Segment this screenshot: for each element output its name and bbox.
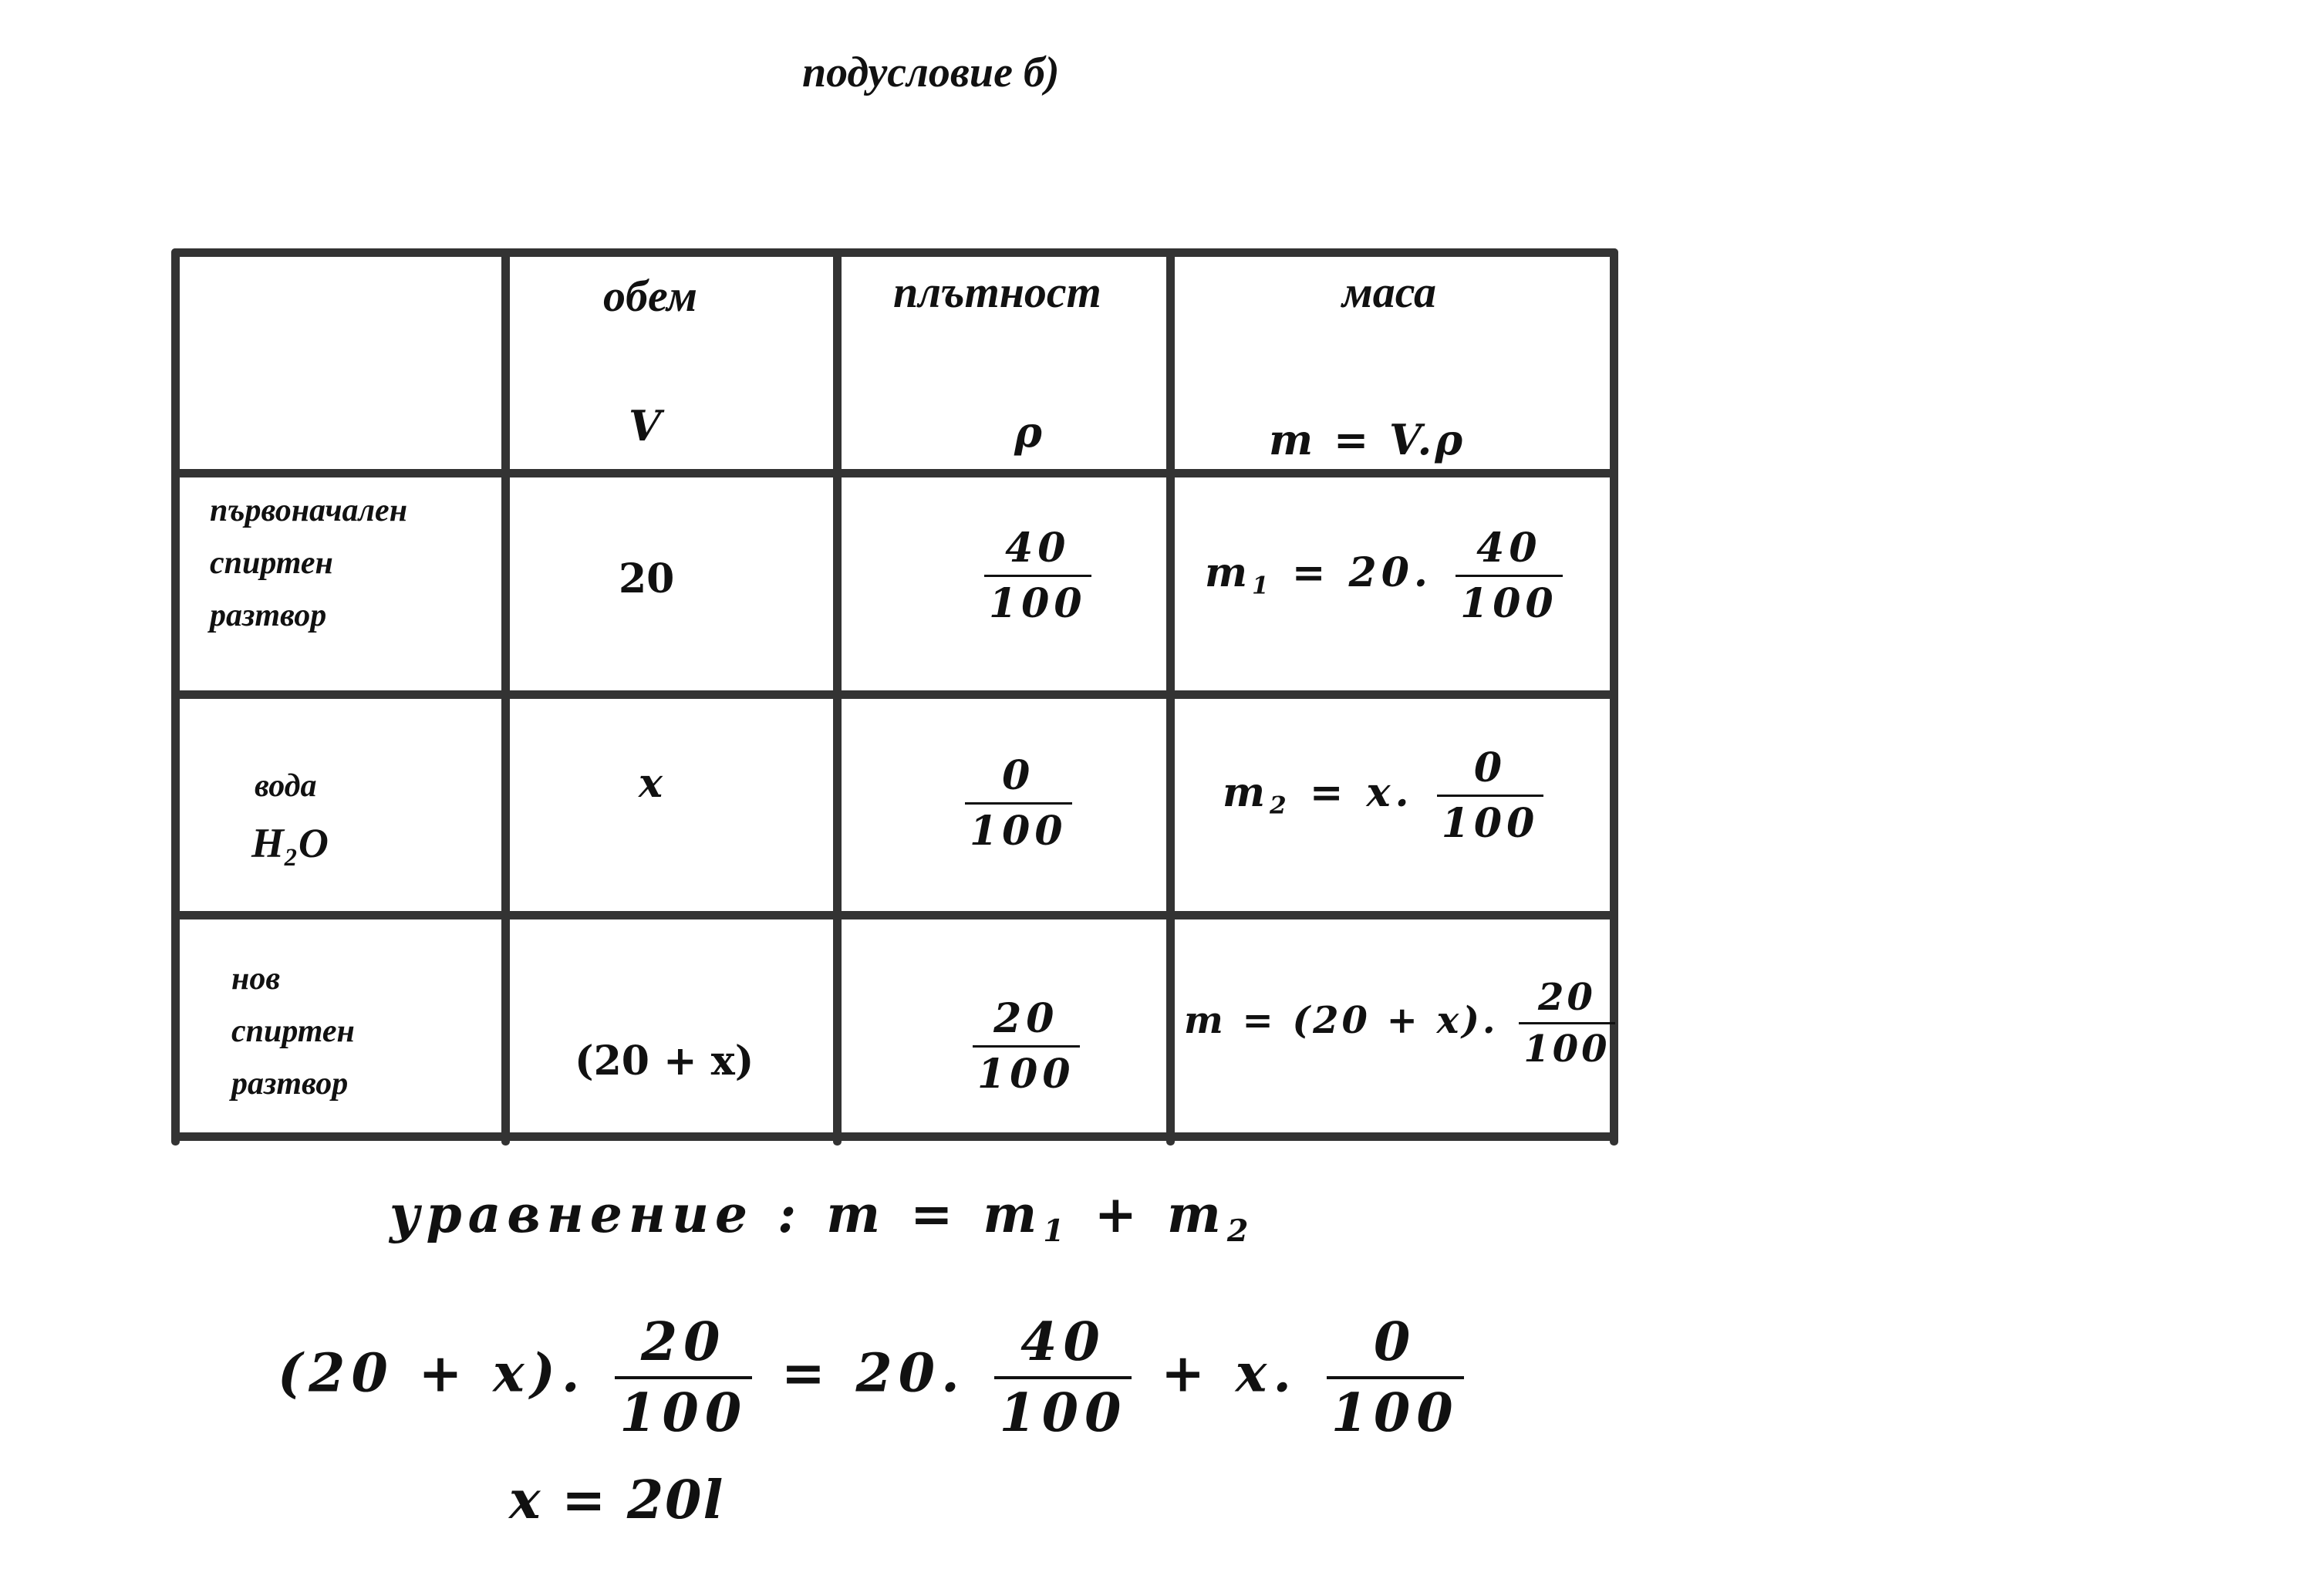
fraction-numerator: 40 <box>1476 525 1542 572</box>
mass-symbol: m <box>1223 769 1270 816</box>
fraction <box>994 1311 1132 1444</box>
header-density: плътност <box>893 267 1101 317</box>
header-density-symbol: ρ <box>1014 407 1042 457</box>
row-label-line: нов <box>231 961 281 997</box>
row-label <box>231 953 355 1110</box>
mass-cell <box>1205 525 1567 627</box>
page-title: подусловие б) <box>802 49 1060 96</box>
fraction-denominator: 100 <box>973 1045 1080 1098</box>
fraction <box>615 1311 752 1444</box>
row-label-line: разтвор <box>210 598 327 633</box>
volume-cell: (20 + x) <box>575 1038 754 1085</box>
answer: x = 20l <box>509 1469 725 1531</box>
header-volume: обем <box>603 271 697 321</box>
fraction-numerator: 40 <box>1020 1311 1106 1373</box>
row-label-line: H₂O <box>251 820 329 866</box>
table-rule <box>833 248 842 1146</box>
row-label <box>251 760 329 869</box>
fraction-denominator: 100 <box>994 1376 1132 1444</box>
fraction-numerator: 20 <box>993 995 1059 1042</box>
fraction-denominator: 100 <box>1327 1376 1464 1444</box>
header-volume-symbol: V <box>629 401 661 450</box>
fraction <box>973 995 1080 1098</box>
fraction-denominator: 100 <box>1456 575 1563 627</box>
row-label-line: спиртен <box>210 545 333 581</box>
table-rule <box>171 690 1618 699</box>
table-rule <box>171 1132 1618 1141</box>
fraction <box>984 525 1091 627</box>
equation-statement <box>390 1184 1254 1249</box>
table-rule <box>1166 248 1175 1146</box>
row-label-line: първоначален <box>210 493 408 528</box>
equation-text: уравнение : m = m <box>390 1184 1044 1244</box>
fraction-denominator: 100 <box>615 1376 752 1444</box>
mass-symbol: m <box>1205 549 1253 596</box>
density-cell <box>980 525 1096 627</box>
fraction <box>1456 525 1563 627</box>
equation-rhs: + x. <box>1161 1342 1297 1405</box>
mass-cell <box>1184 976 1620 1071</box>
table-rule <box>171 911 1618 919</box>
density-cell <box>968 995 1084 1098</box>
row-label <box>210 484 407 642</box>
equation-plus: + m <box>1070 1184 1227 1244</box>
mass-subscript: 1 <box>1252 572 1273 600</box>
fraction-numerator: 0 <box>1473 744 1507 791</box>
fraction-numerator: 20 <box>1538 976 1596 1019</box>
fraction-denominator: 100 <box>1437 795 1544 847</box>
table-rule <box>501 248 510 1146</box>
mass-cell <box>1223 744 1548 847</box>
header-mass: маса <box>1342 267 1436 317</box>
equation-lhs: (20 + x). <box>278 1342 586 1405</box>
fraction-numerator: 40 <box>1005 525 1071 572</box>
header-mass-formula: m = V.ρ <box>1269 415 1466 464</box>
table-rule <box>171 469 1618 477</box>
fraction-numerator: 0 <box>1374 1311 1417 1373</box>
mass-subscript: 2 <box>1270 791 1291 820</box>
full-equation <box>278 1311 1469 1444</box>
mass-expression: = (20 + x). <box>1226 999 1499 1042</box>
fraction-numerator: 20 <box>640 1311 727 1373</box>
row-label-line: спиртен <box>231 1014 355 1049</box>
fraction <box>1437 744 1544 847</box>
fraction <box>1519 976 1614 1071</box>
row-label-line: вода <box>255 768 317 804</box>
equation-subscript: 2 <box>1226 1213 1255 1249</box>
fraction-denominator: 100 <box>984 575 1091 627</box>
table-rule <box>171 248 180 1146</box>
mass-symbol: m <box>1184 999 1226 1042</box>
equation-subscript: 1 <box>1043 1213 1071 1249</box>
volume-cell: 20 <box>619 555 675 602</box>
table-rule <box>171 248 1618 257</box>
mass-expression: = x. <box>1290 769 1414 816</box>
row-label-line: разтвор <box>231 1066 349 1102</box>
fraction-denominator: 100 <box>965 802 1072 855</box>
fraction-numerator: 0 <box>1002 752 1035 799</box>
density-cell <box>960 752 1077 855</box>
equation-mid: = 20. <box>781 1342 966 1405</box>
fraction <box>1327 1311 1464 1444</box>
fraction-denominator: 100 <box>1519 1022 1614 1071</box>
fraction <box>965 752 1072 855</box>
volume-cell: x <box>639 760 663 807</box>
mass-expression: = 20. <box>1273 549 1432 596</box>
